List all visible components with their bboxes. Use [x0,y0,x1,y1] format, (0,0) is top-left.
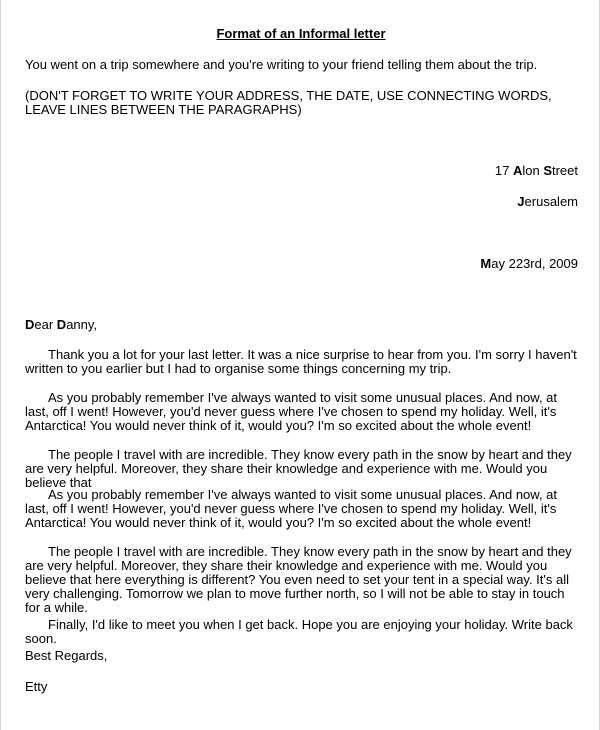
address-city-initial: J [517,194,525,209]
address-street-initial-a: A [512,163,523,178]
paragraph-6: Finally, I'd like to meet you when I get back. Hope you are enjoying your holiday. Write back soon. [25,617,573,646]
date-initial: M [480,256,492,271]
date-rest: ay 223rd, 2009 [491,256,578,271]
address-city-rest: erusalem [524,194,578,209]
greeting-name-initial: D [56,317,67,332]
greeting-word: ear [34,317,57,332]
address-street-part: lon [522,163,544,178]
paragraph-1: Thank you a lot for your last letter. It was a nice surprise to hear from you. I'm sorry I haven't written to you earlier but I had to organise some things concerning my trip. [25,347,577,376]
signature: Etty [25,679,48,694]
paragraph-2: As you probably remember I've always wanted to visit some unusual places. And now, at last, off I went! However, you'd never guess where I've chosen to spend my holiday. Well, it's Antarctica! You would never think of it, would you? I'm so excited about the whole event! [25,390,558,433]
address-street-number: 17 [494,163,513,178]
closing: Best Regards, [25,648,108,663]
greeting-name-rest: anny, [66,317,98,332]
paragraph-4: As you probably remember I've always wanted to visit some unusual places. And now, at last, off I went! However, you'd never guess where I've chosen to spend my holiday. Well, it's Antarctica! You would never think of it, would you? I'm so excited about the whole event! [25,487,558,530]
paragraph-3: The people I travel with are incredible. They know every path in the snow by heart and they are very helpful. Moreover, they share their knowledge and experience with me. Would you believe that [25,447,572,490]
address-city [25,195,578,209]
document-title: Format of an Informal letter [216,26,386,41]
instructions-line: You went on a trip somewhere and you're writing to your friend telling them about the trip. [25,57,538,72]
address-street-initial-s: S [543,163,552,178]
paragraph-5: The people I travel with are incredible. They know every path in the snow by heart and they are very helpful. Moreover, they share their knowledge and experience with me. Would you believe that here everything is different? You even need to set your tent in a special way. It's all very challenging. Tomorrow we plan to move further north, so I will not be able to stay in touch for a while. [25,544,572,615]
letter-date [25,257,578,271]
instructions-note: (DON'T FORGET TO WRITE YOUR ADDRESS, THE DATE, USE CONNECTING WORDS, LEAVE LINES BETWEEN THE PARAGRAPHS) [25,88,552,117]
greeting-initial: D [25,317,35,332]
greeting [25,318,581,332]
address-street-suffix: treet [551,163,578,178]
address-street [25,164,578,178]
